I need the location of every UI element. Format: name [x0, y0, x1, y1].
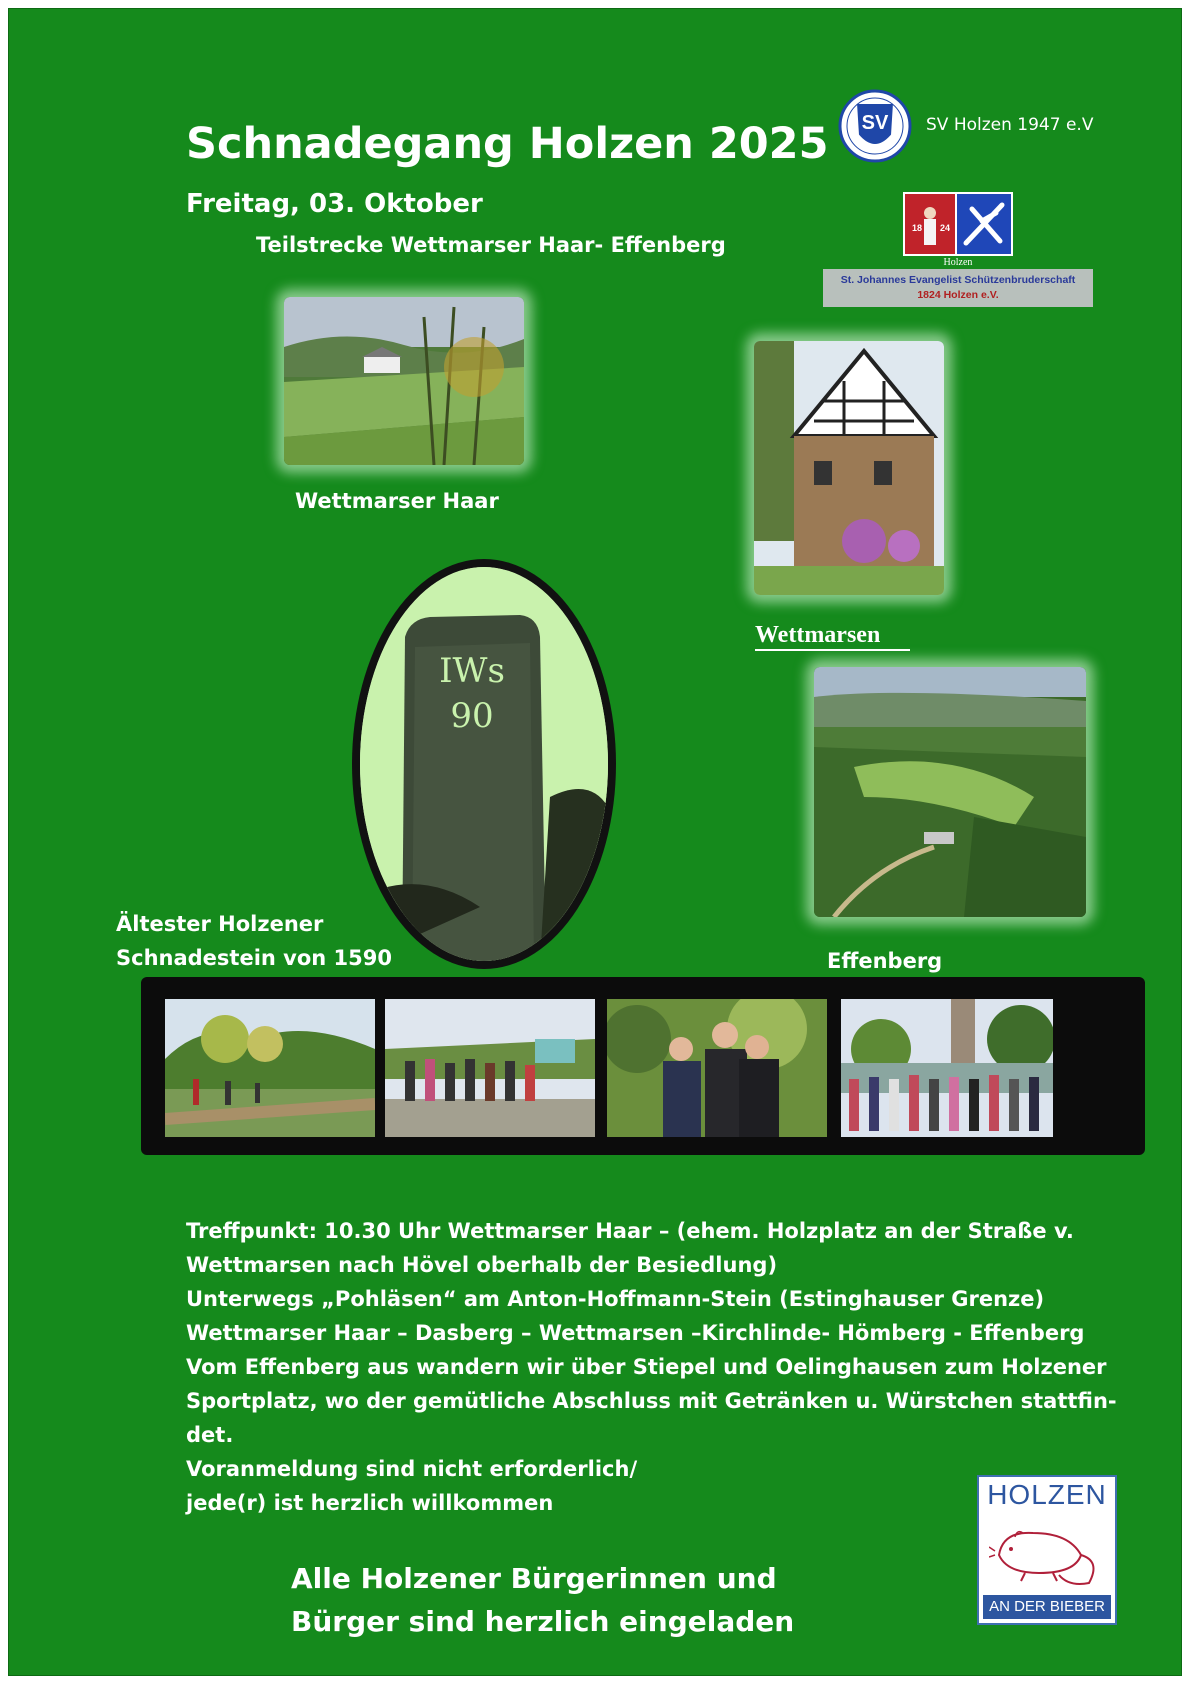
schuetzen-crest-logo	[902, 191, 1014, 267]
holzen-an-der-bieber-logo	[977, 1475, 1117, 1625]
schuetzen-founding: 1824 Holzen e.V.	[917, 289, 999, 301]
detail-line: Wettmarser Haar – Dasberg – Wettmarsen –Kirchlinde- Hömberg - Effenberg	[186, 1321, 1085, 1345]
holzen-logo-subtitle: AN DER BIEBER	[983, 1595, 1111, 1619]
route-subtitle: Teilstrecke Wettmarser Haar- Effenberg	[256, 233, 726, 257]
crest-caption: Holzen	[943, 257, 973, 267]
detail-line: Sportplatz, wo der gemütliche Abschluss mit Getränken u. Würstchen stattfin-	[186, 1389, 1117, 1413]
label-wettmarser-haar: Wettmarser Haar	[295, 489, 499, 513]
detail-line: Treffpunkt: 10.30 Uhr Wettmarser Haar – (ehem. Holzplatz an der Straße v.	[186, 1219, 1074, 1243]
photo-effenberg	[814, 667, 1086, 917]
detail-line: jede(r) ist herzlich willkommen	[186, 1491, 554, 1515]
photo-wettmarsen	[754, 341, 944, 595]
page-title: Schnadegang Holzen 2025	[186, 119, 829, 169]
stone-inscription-bottom: 90	[450, 696, 494, 736]
sv-badge-text: SV	[861, 112, 889, 134]
label-wettmarsen: Wettmarsen	[755, 621, 910, 651]
event-date: Freitag, 03. Oktober	[186, 189, 483, 219]
holzen-logo-title: HOLZEN	[987, 1479, 1107, 1510]
beaver-icon	[989, 1515, 1105, 1591]
invitation-line2: Bürger sind herzlich eingeladen	[291, 1605, 795, 1638]
schuetzen-banner	[823, 269, 1093, 307]
detail-line: Unterwegs „Pohläsen“ am Anton-Hoffmann-Stein (Estinghauser Grenze)	[186, 1287, 1045, 1311]
sv-club-name: SV Holzen 1947 e.V	[926, 115, 1094, 135]
poster	[8, 8, 1182, 1676]
filmstrip-photo-three-men	[607, 999, 827, 1137]
detail-line: Vom Effenberg aus wandern wir über Stiepel und Oelinghausen zum Holzener	[186, 1355, 1107, 1379]
stone-label-line1: Ältester Holzener	[116, 912, 324, 936]
crest-year-right: 24	[940, 223, 951, 233]
detail-line: Wettmarsen nach Hövel oberhalb der Besiedlung)	[186, 1253, 778, 1277]
filmstrip-photo-group-bench	[385, 999, 595, 1137]
photo-filmstrip	[141, 977, 1145, 1155]
schuetzen-name: St. Johannes Evangelist Schützenbruderschaft	[840, 274, 1076, 286]
filmstrip-photo-church-group	[841, 999, 1053, 1137]
label-effenberg: Effenberg	[827, 949, 943, 973]
event-details	[186, 1214, 1117, 1520]
detail-line: det.	[186, 1423, 234, 1447]
invitation-line1: Alle Holzener Bürgerinnen und	[291, 1562, 777, 1595]
label-boundary-stone	[116, 907, 392, 975]
filmstrip-photo-hikers	[165, 999, 375, 1137]
invitation	[291, 1557, 794, 1643]
photo-wettmarser-haar	[284, 297, 524, 465]
stone-inscription-top: IWs	[439, 651, 505, 691]
detail-line: Voranmeldung sind nicht erforderlich/	[186, 1457, 638, 1481]
crest-year-left: 18	[912, 223, 923, 233]
stone-label-line2: Schnadestein von 1590	[116, 946, 392, 970]
sv-holzen-logo	[838, 89, 912, 163]
